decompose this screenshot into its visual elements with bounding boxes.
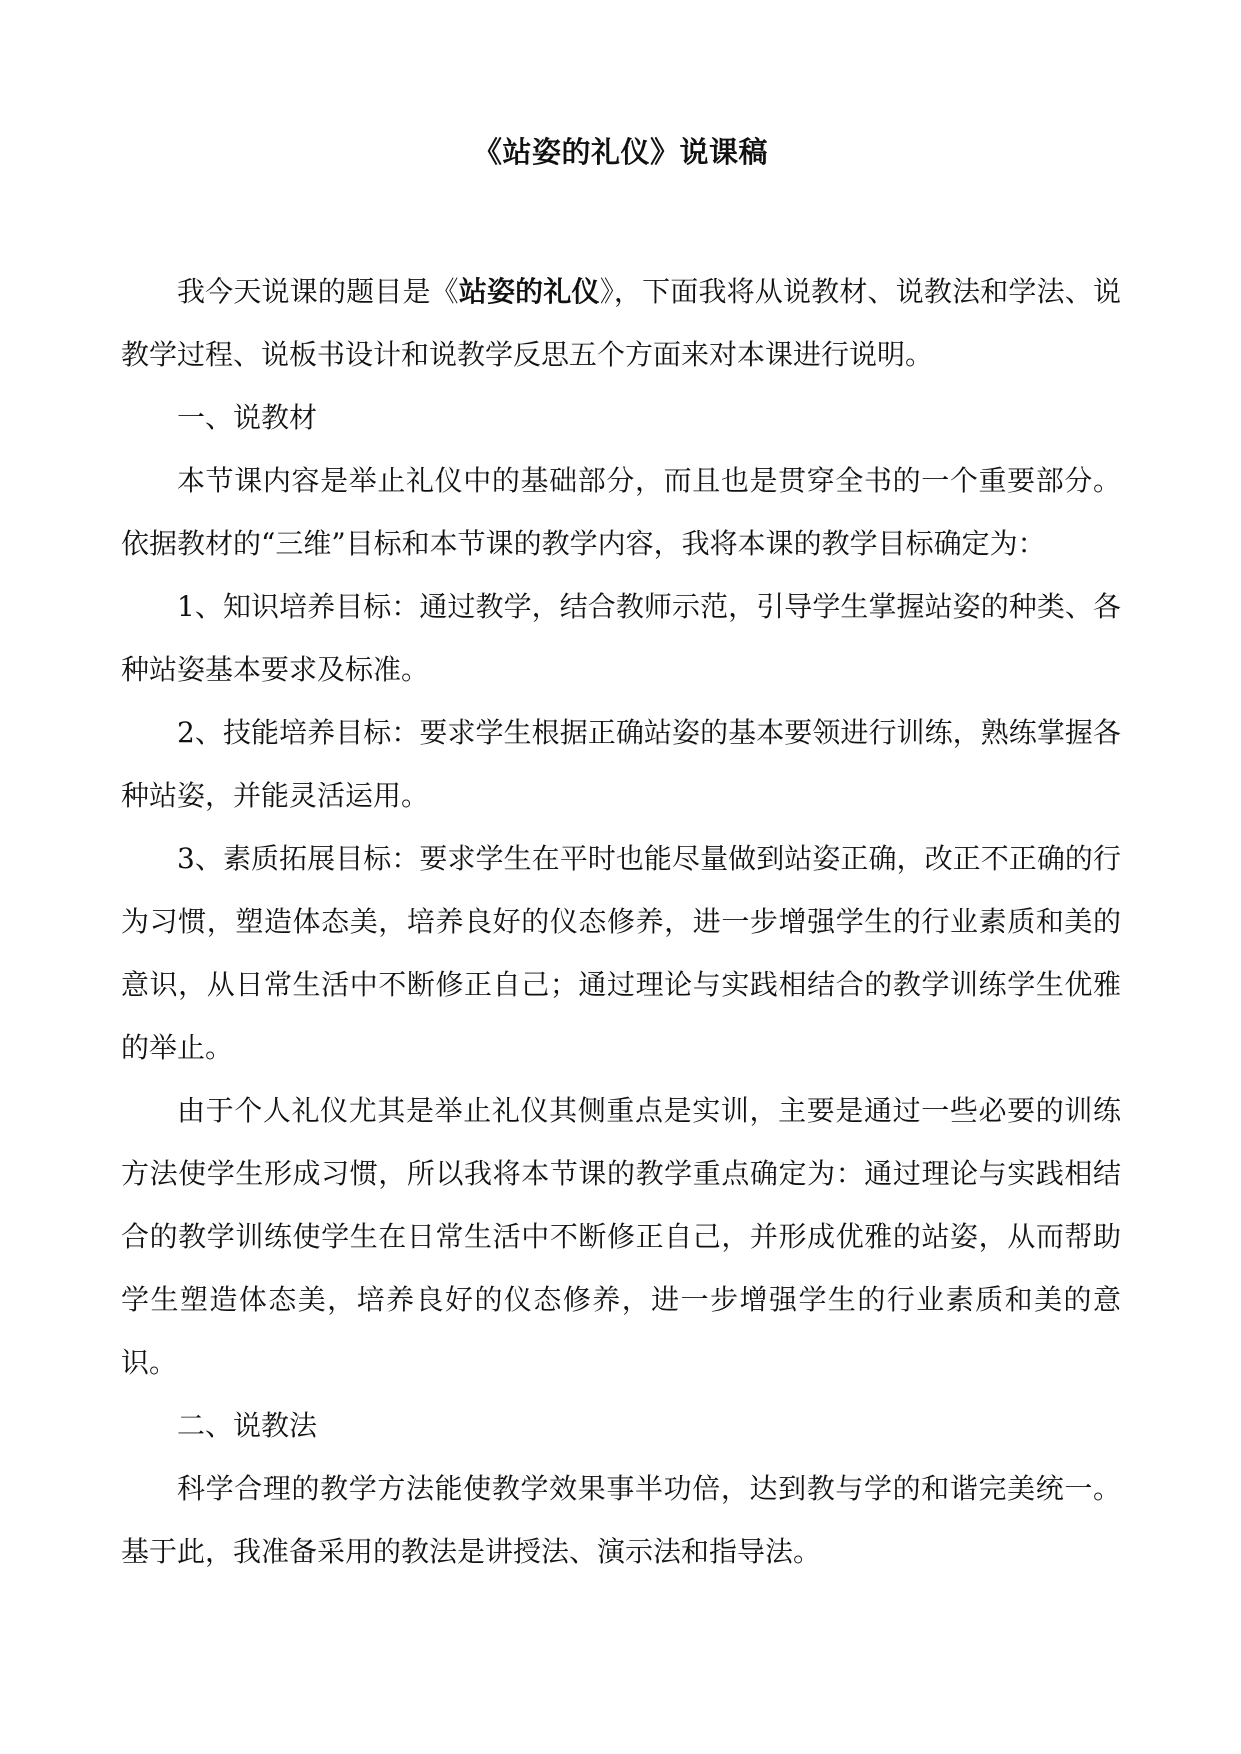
intro-paragraph	[121, 260, 1121, 386]
document-title: 《站姿的礼仪》说课稿	[472, 135, 768, 169]
paragraph-teaching-method: 科学合理的教学方法能使教学效果事半功倍，达到教与学的和谐完美统一。基于此，我准备采用的教法是讲授法、演示法和指导法。	[121, 1472, 1121, 1568]
intro-text-after: 》，下面我将从说教材、说教法和学法、说教学过程、说板书设计和说教学反思五个方面来对本课进行说明。	[121, 275, 1121, 371]
paragraph-quality-goal: 3、素质拓展目标：要求学生在平时也能尽量做到站姿正确，改正不正确的行为习惯，塑造体态美，培养良好的仪态修养，进一步增强学生的行业素质和美的意识，从日常生活中不断修正自己；通过理论与实践相结合的教学训练学生优雅的举止。	[121, 842, 1121, 1064]
paragraph-teaching-focus: 由于个人礼仪尤其是举止礼仪其侧重点是实训，主要是通过一些必要的训练方法使学生形成习惯，所以我将本节课的教学重点确定为：通过理论与实践相结合的教学训练使学生在日常生活中不断修正自己，并形成优雅的站姿，从而帮助学生塑造体态美，培养良好的仪态修养，进一步增强学生的行业素质和美的意识。	[121, 1094, 1121, 1379]
paragraph-material-overview: 本节课内容是举止礼仪中的基础部分，而且也是贯穿全书的一个重要部分。依据教材的“三维”目标和本节课的教学内容，我将本课的教学目标确定为：	[121, 464, 1121, 560]
section-heading-teaching-method: 二、说教法	[177, 1409, 318, 1442]
document-body	[121, 260, 1121, 1583]
intro-emphasis: 站姿的礼仪	[458, 275, 600, 308]
section-heading-teaching-material: 一、说教材	[177, 401, 318, 434]
paragraph-skill-goal: 2、技能培养目标：要求学生根据正确站姿的基本要领进行训练，熟练掌握各种站姿，并能灵活运用。	[121, 716, 1121, 812]
paragraph-knowledge-goal: 1、知识培养目标：通过教学，结合教师示范，引导学生掌握站姿的种类、各种站姿基本要求及标准。	[121, 590, 1121, 686]
intro-text-before: 我今天说课的题目是《	[177, 275, 459, 308]
